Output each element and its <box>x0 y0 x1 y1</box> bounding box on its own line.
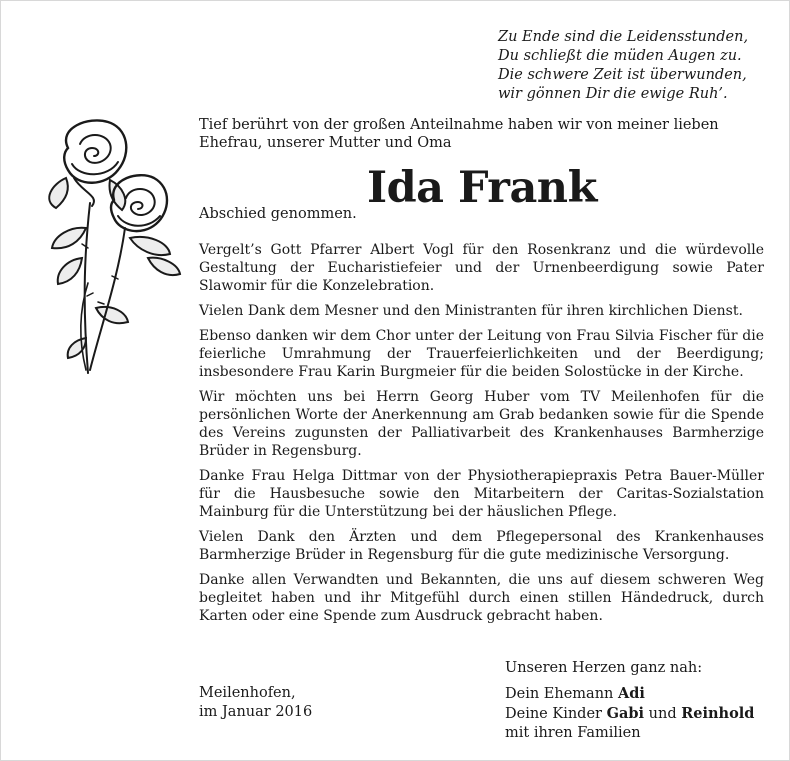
signature-heading: Unseren Herzen ganz nah: <box>505 660 703 676</box>
signature-families: mit ihren Familien <box>505 725 641 741</box>
place-city: Meilenhofen, <box>199 685 296 701</box>
husband-prefix: Dein Ehemann <box>505 686 614 702</box>
and-word: und <box>648 706 677 722</box>
rose-icon <box>30 108 190 378</box>
paragraph: Vielen Dank den Ärzten und dem Pflegepersonal des Krankenhauses Barmherzige Brüder in Regensburg für die gute medizinische Versorgung. <box>199 529 764 563</box>
signature-husband <box>505 684 785 704</box>
poem-line-4: wir gönnen Dir die ewige Ruh’. <box>498 86 728 102</box>
thanks-body <box>199 241 764 632</box>
poem <box>498 28 778 104</box>
paragraph: Vielen Dank dem Mesner und den Ministranten für ihren kirchlichen Dienst. <box>199 303 743 319</box>
poem-line-3: Die schwere Zeit ist überwunden, <box>498 67 747 83</box>
poem-line-1: Zu Ende sind die Leidensstunden, <box>498 29 749 45</box>
husband-name: Adi <box>617 685 645 702</box>
poem-line-2: Du schließt die müden Augen zu. <box>498 48 742 64</box>
place-date-text: im Januar 2016 <box>199 704 313 720</box>
place-date <box>199 684 312 722</box>
paragraph: Vergelt’s Gott Pfarrer Albert Vogl für den Rosenkranz und die würdevolle Gestaltung der Eucharistiefeier und der Urnenbeerdigung sowie Pater Slawomir für die Konzelebration. <box>199 242 764 294</box>
child-name-1: Gabi <box>606 705 645 722</box>
signature-block <box>505 659 785 743</box>
intro-text: Tief berührt von der großen Anteilnahme haben wir von meiner lieben Ehefrau, unserer Mutter und Oma <box>199 117 719 151</box>
farewell-text: Abschied genommen. <box>199 206 357 222</box>
paragraph: Ebenso danken wir dem Chor unter der Leitung von Frau Silvia Fischer für die feierliche Umrahmung der Trauerfeierlichkeiten und der Beerdigung; insbesondere Frau Karin Burgmeier für die beiden Solostücke in der Kirche. <box>199 328 764 380</box>
paragraph: Danke allen Verwandten und Bekannten, die uns auf diesem schweren Weg begleitet haben und ihr Mitgefühl durch einen stillen Händedruck, durch Karten oder eine Spende zum Ausdruck gebracht haben. <box>199 572 764 624</box>
child-name-2: Reinhold <box>681 705 755 722</box>
signature-children <box>505 704 785 724</box>
children-prefix: Deine Kinder <box>505 706 602 722</box>
paragraph: Danke Frau Helga Dittmar von der Physiotherapiepraxis Petra Bauer-Müller für die Hausbesuche sowie den Mitarbeitern der Caritas-Sozialstation Mainburg für die Unterstützung bei der häuslichen Pflege. <box>199 468 764 520</box>
deceased-name: Ida Frank <box>367 163 597 213</box>
paragraph: Wir möchten uns bei Herrn Georg Huber vom TV Meilenhofen für die persönlichen Worte der Anerkennung am Grab bedanken sowie für die Spende des Vereins zugunsten der Palliativarbeit des Krankenhauses Barmherzige Brüder in Regensburg. <box>199 389 764 459</box>
